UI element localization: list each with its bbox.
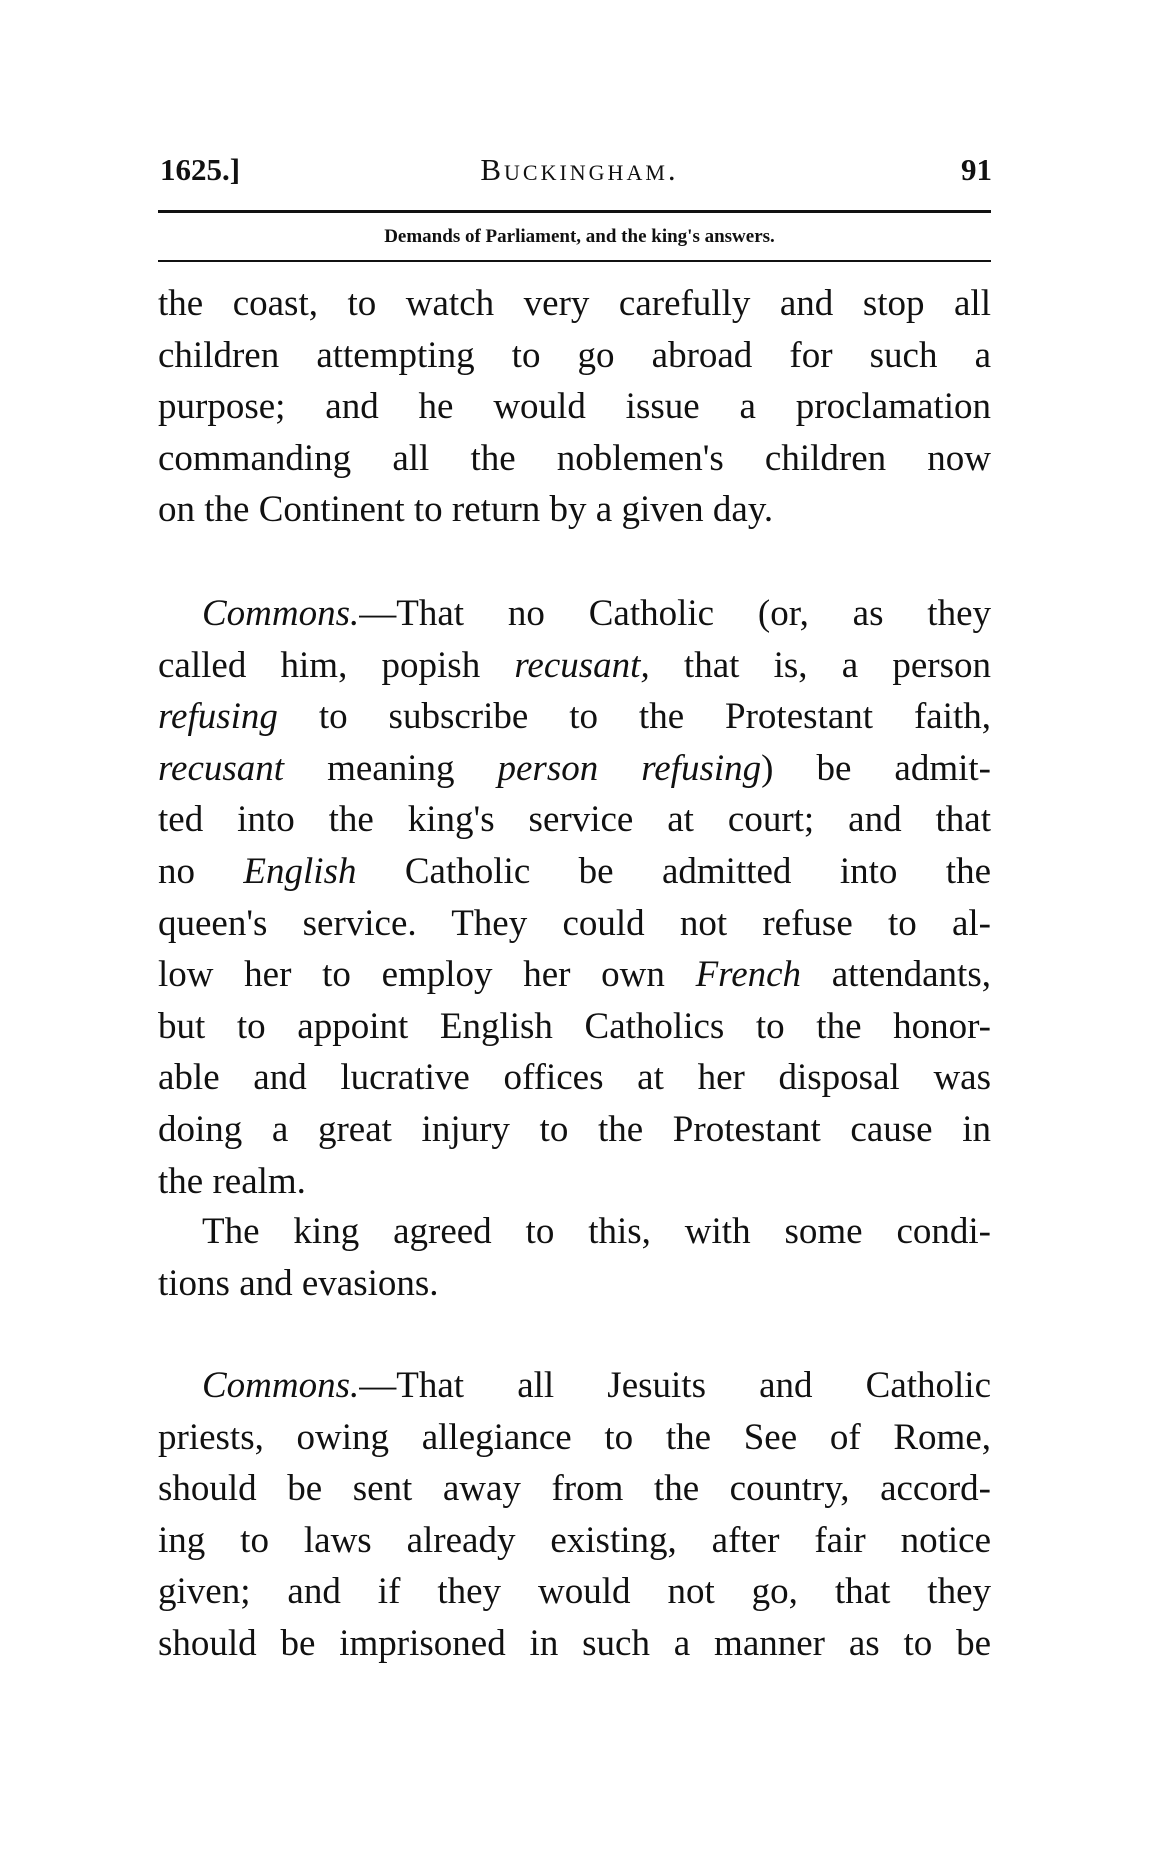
italic-text: recusant (158, 747, 285, 789)
text-segment: queen's service. They could not refuse to al- (158, 902, 991, 944)
italic-text: refusing (158, 696, 278, 738)
text-segment: should be sent away from the country, accord- (158, 1468, 991, 1510)
text-line (158, 1618, 991, 1670)
paragraph (158, 1360, 991, 1670)
text-line (158, 484, 991, 536)
paragraph (158, 1206, 991, 1309)
italic-text: English (243, 850, 357, 892)
text-segment: low her to employ her own (158, 954, 696, 996)
text-line (158, 278, 991, 330)
text-line (158, 898, 991, 950)
text-segment: ted into the king's service at court; and that (158, 799, 991, 841)
italic-text: Commons. (202, 1365, 360, 1406)
text-line (158, 381, 991, 433)
paragraph (158, 588, 991, 1207)
text-line (158, 1463, 991, 1515)
text-line (158, 330, 991, 382)
text-line (158, 691, 991, 743)
text-segment: ing to laws already existing, after fair notice (158, 1519, 991, 1561)
text-segment: purpose; and he would issue a proclamation (158, 386, 991, 428)
text-segment: the realm. (158, 1160, 306, 1202)
text-segment: commanding all the noblemen's children now (158, 437, 991, 479)
text-line (158, 743, 991, 795)
text-line (158, 1566, 991, 1618)
text-segment: —That no Catholic (or, as they (359, 593, 991, 634)
italic-text: recusant, (514, 644, 650, 686)
text-segment: priests, owing allegiance to the See of Rome, (158, 1416, 991, 1458)
text-line (158, 433, 991, 485)
text-line (158, 794, 991, 846)
header-rule-top (158, 210, 991, 213)
text-line (158, 1052, 991, 1104)
text-line (158, 1360, 991, 1412)
text-segment: should be imprisoned in such a manner as to be (158, 1622, 991, 1664)
running-head-year: 1625.] (160, 152, 241, 187)
text-line (158, 1156, 991, 1208)
text-segment: Catholic be admitted into the (356, 850, 991, 892)
text-segment: —That all Jesuits and Catholic (359, 1365, 991, 1406)
italic-text: person refusing (497, 747, 762, 789)
text-segment: meaning (284, 747, 498, 789)
paragraph (158, 278, 991, 536)
text-line (158, 640, 991, 692)
text-line (158, 1206, 991, 1258)
text-line (158, 949, 991, 1001)
running-subtitle: Demands of Parliament, and the king's answers. (384, 226, 775, 247)
text-segment: on the Continent to return by a given day. (158, 489, 774, 531)
text-line (158, 1515, 991, 1567)
text-segment: tions and evasions. (158, 1262, 439, 1304)
text-segment: that is, a person (649, 644, 991, 686)
text-segment: doing a great injury to the Protestant cause in (158, 1108, 991, 1150)
page-number: 91 (961, 152, 992, 187)
italic-text: French (695, 954, 802, 996)
header-rule-bottom (158, 260, 991, 262)
text-segment: called him, popish (158, 644, 515, 686)
text-segment: to subscribe to the Protestant faith, (277, 696, 991, 738)
text-segment: the coast, to watch very carefully and stop all (158, 283, 991, 324)
text-segment: but to appoint English Catholics to the honor- (158, 1005, 991, 1047)
text-line (158, 1258, 991, 1310)
text-line (158, 1001, 991, 1053)
text-segment: given; and if they would not go, that they (158, 1571, 991, 1613)
text-line (158, 1412, 991, 1464)
text-line (158, 1104, 991, 1156)
text-segment: ) be admit- (761, 747, 991, 789)
text-segment: children attempting to go abroad for such a (158, 334, 991, 376)
text-segment: able and lucrative offices at her disposal was (158, 1057, 991, 1099)
text-segment: The king agreed to this, with some condi- (202, 1211, 991, 1252)
running-head-title: Buckingham. (480, 152, 679, 187)
italic-text: Commons. (202, 593, 360, 634)
text-segment: no (158, 850, 244, 892)
text-line (158, 588, 991, 640)
text-segment: attendants, (801, 954, 991, 996)
text-line (158, 846, 991, 898)
